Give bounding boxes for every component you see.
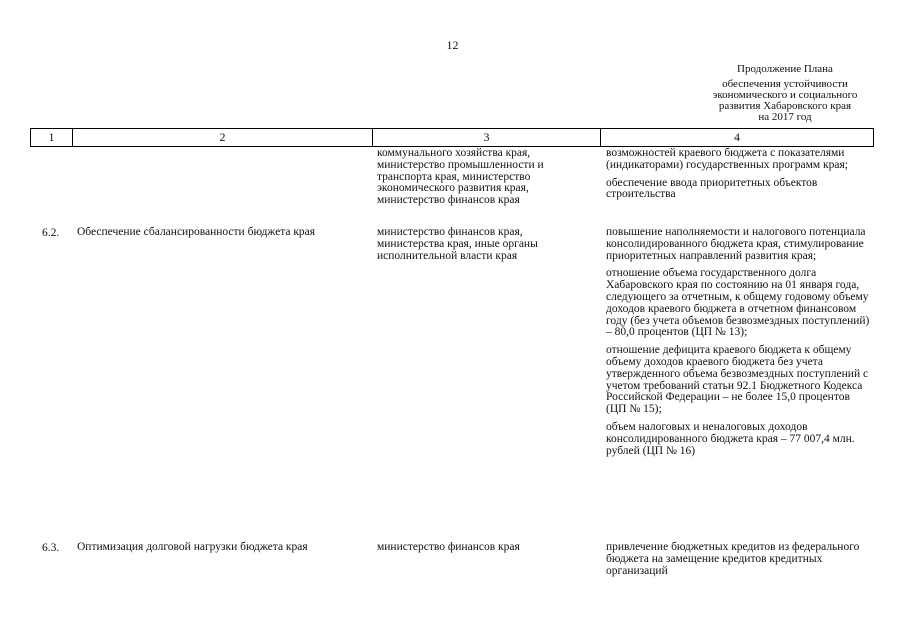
continuation-line: экономического и социального [712, 89, 858, 101]
page-number: 12 [446, 38, 459, 52]
column-header-3: 3 [373, 129, 601, 147]
continuation-line: развития Хабаровского края [718, 100, 852, 112]
column-header-row [31, 129, 874, 147]
continuation-line: на 2017 год [758, 111, 812, 123]
row-executors: министерство финансов края [377, 541, 520, 553]
row-measure: Оптимизация долговой нагрузки бюджета края [77, 541, 308, 553]
row-number: 6.3. [42, 542, 60, 554]
carryover-results [606, 148, 871, 207]
row-executors: министерство финансов края, министерства края, иные органы исполнительной власти края [377, 226, 538, 262]
column-header-4: 4 [601, 129, 874, 147]
result-paragraph: объем налоговых и неналоговых доходов консолидированного бюджета края – 77 007,4 млн. рублей (ЦП № 16) [606, 420, 855, 457]
continuation-header [690, 64, 880, 123]
column-header-2: 2 [73, 129, 373, 147]
carryover-executors: коммунального хозяйства края, министерство промышленности и транспорта края, министерство экономического развития края, министерство финансов края [377, 147, 544, 207]
row-number: 6.2. [42, 227, 60, 239]
continuation-line: обеспечения устойчивости [722, 78, 848, 90]
continuation-line: Продолжение Плана [737, 63, 833, 75]
result-paragraph: отношение объема государственного долга Хабаровского края по состоянию на 01 января года, следующего за отчетным, к общему годовому объему доходов краевого бюджета в отчетном финансовом году (без учета объемов безвозмездных поступлений) – 80,0 процентов (ЦП № 13); [606, 267, 870, 339]
column-header-table [30, 128, 874, 147]
result-paragraph: привлечение бюджетных кредитов из федерального бюджета на замещение кредитов кредитных организаций [606, 541, 860, 577]
result-paragraph: повышение наполняемости и налогового потенциала консолидированного бюджета края, стимулирование приоритетных направлений развития края; [606, 226, 866, 262]
column-header-1: 1 [31, 129, 73, 147]
row-results [606, 227, 871, 463]
result-paragraph: отношение дефицита краевого бюджета к общему объему доходов краевого бюджета без учета утвержденного объема безвозмездных поступлений с учетом требований статьи 92.1 Бюджетного Кодекса Российской Федерации – не более 15,0 процентов (ЦП № 15); [606, 344, 869, 416]
row-results [606, 542, 871, 583]
row-measure: Обеспечение сбалансированности бюджета края [77, 226, 316, 238]
result-paragraph: обеспечение ввода приоритетных объектов строительства [606, 176, 818, 201]
result-paragraph: возможностей краевого бюджета с показателями (индикаторами) государственных программ края; [606, 147, 848, 171]
